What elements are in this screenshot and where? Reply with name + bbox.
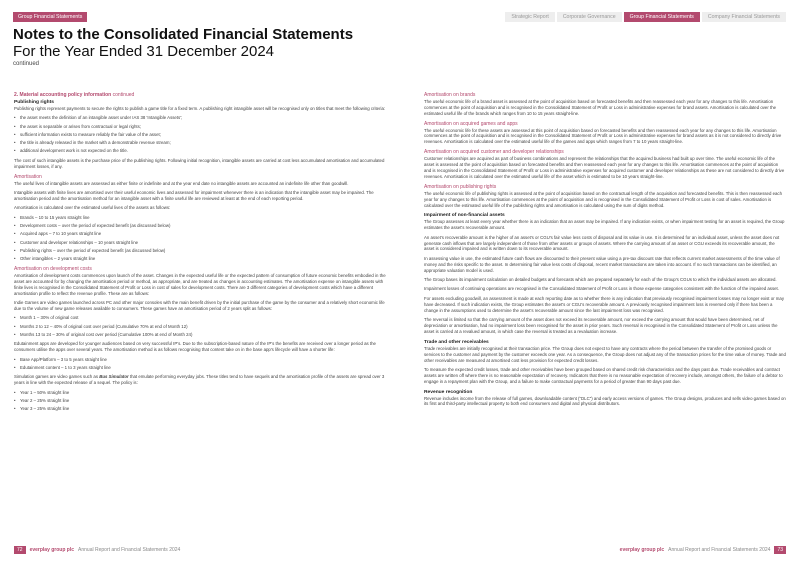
list-item: • Months 13 to 24 – 30% of original cost over period (Cumulative 100% at end of Month 24) [14,332,386,338]
criteria-list [14,115,386,154]
paragraph: The reversal is limited so that the carrying amount of the asset does not exceed its recoverable amount, nor exceed the carrying amount that would have been determined, net of depreciation or amortisation, had no impairment loss been recognised for the asset in prior years. Such reversal is recognised in the Consolidated Statement of Profit or Loss unless the asset is carried at a revalued amount, in which case the reversal is treated as a revaluation increase. [424,317,778,334]
paragraph [14,374,386,386]
paragraph: The useful economic life of a brand asset is assessed at the point of acquisition based on forecasted benefits and then reassessed each year for any changes to this life. Amortisation commences at the point of acquisition and is recognised in the Consolidated Statement of Profit or Loss in administrative expenses for brand assets. Amortisation is calculated over the estimated useful life of the brands which ranges from 10 to 15 years straight-line. [424,98,777,116]
paragraph: Impairment losses of continuing operations are recognised in the Consolidated Statement of Profit or Loss in those expense categories consistent with the function of the impaired asset. [424,286,779,292]
paragraph: The useful lives of intangible assets are assessed as either finite or indefinite and at the year end date no intangible assets are accounted an indefinite life other than goodwill. [14,180,349,186]
brands-heading: Amortisation on brands [424,92,476,98]
trade-receivables-heading: Trade and other receivables [424,339,489,345]
list-item: • Customer and developer relationships – 10 years straight line [14,240,386,246]
paragraph: The Group bases its impairment calculation on detailed budgets and forecasts which are prepared separately for each of the Group's CGUs to which the individual assets are allocated. [424,277,777,283]
paragraph: Publishing rights represent payments to secure the rights to publish a game title for a fixed term. A publishing right intangible asset will be recognised only on titles that meet the following criteria: [14,105,386,111]
list-item: • Year 2 – 25% straight line [14,398,386,404]
useful-lives-list [14,215,386,262]
section-badge: Group Financial Statements [13,12,87,22]
list-item: • Publishing rights – over the period of expected benefit (as discussed below) [14,248,386,254]
page-number-right: 73 [774,546,786,554]
list-item: • Edutainment content – 1 to 3 years straight line [14,365,386,371]
publishing-rights-amort-heading: Amortisation on publishing rights [424,183,497,190]
list-item: • Brands – 10 to 15 years straight line [14,215,386,221]
footer-brand-right: everplay group plc [619,547,665,553]
text-span: that emulate performing everyday jobs. These titles tend to have sequels and the amortisation profile of the assets are spread over 3 years in line with the expected release of a sequel. The policy is: [14,374,385,386]
games-apps-heading: Amortisation on acquired games and apps [424,120,518,127]
list-item: • Year 3 – 25% straight line [14,406,386,412]
footer-left [14,546,180,554]
list-item: • the asset meets the definition of an intangible asset under IAS 38 'Intangible Assets'; [14,115,386,121]
amortisation-heading: Amortisation [14,173,42,180]
paragraph: Edutainment apps are developed for younger audiences based on very successful IP's. Due to the subscription-based nature of the IP's the benefits are received over a longer period as the consumers utilise the apps over several years. The amortisation method is as follows recognising that content take on in the base app's lifecycle will have a shorter life: [14,341,376,353]
bus-simulator-title: Bus Simulator [99,374,129,380]
paragraph: Customer relationships are acquired as part of business combinations and represent the relationships that the acquired business had built up over time. The useful economic life of the asset is assessed at the point of acquisition based on forecasted benefits and then reassessed each year for any changes to this life. Amortisation commences at the point of acquisition and is recognised in the Consolidated Statement of Profit or Loss in administrative expenses for acquired customer and developer relationships as these are not considered to directly drive revenues. Amortisation is calculated over the estimated useful life of the asset which is estimated to be 10 years straight-line. [424,156,785,179]
paragraph: In assessing value in use, the estimated future cash flows are discounted to their present value using a pre-tax discount rate that reflects current market assessments of the time value of money and the risks specific to the asset. In determining fair value less costs of disposal, recent market transactions are taken into account. If no such transactions can be identified, an appropriate valuation model is used. [424,255,780,273]
section-continued: continued [112,92,135,98]
list-item: • Acquired apps – 7 to 10 years straight line [14,231,386,237]
left-column [14,93,386,416]
paragraph: Intangible assets with finite lives are amortised over their useful economic lives and assessed for impairment whenever there is an indication that the intangible asset may be impaired. The amortisation period and the amortisation method for an intangible asset with a finite useful life are reviewed at least at the end of each reporting period. [14,189,374,201]
right-column [424,93,786,411]
footer-report-right: Annual Report and Financial Statements 2024 [668,547,771,553]
paragraph: Indie Games are video games launched across PC and other major consoles with the main benefit driven by the initial purchase of the game by the consumer and a relatively short economic life due to the volume of new game releases available to consumers. These games have an amortisation period of 2 years split as follows: [14,300,385,311]
tab-strategic-report[interactable]: Strategic Report [505,12,554,22]
list-item: • Month 1 – 30% of original cost [14,315,386,321]
continued-label: continued [13,61,40,67]
paragraph: Amortisation is calculated over the estimated useful lives of the assets as follows: [14,205,171,211]
page-title: Notes to the Consolidated Financial Statements [13,26,354,43]
section-heading [14,93,386,99]
tab-corporate-governance[interactable]: Corporate Governance [557,12,622,22]
paragraph: For assets excluding goodwill, an assessment is made at each reporting date as to whether there is any indication that previously recognised impairment losses may no longer exist or may have decreased. If such indication exists, the Group estimates the asset's or CGU's recoverable amount. A previously recognised impairment loss is reversed only if there has been a change in the assumptions used to determine the asset's recoverable amount since the last impairment loss was recognised. [424,295,784,313]
paragraph: The Group assesses at least every year whether there is an indication that an asset may be impaired. If any indication exists, or when impairment testing for an asset is required, the Group estimates the asset's recoverable amount. [424,219,785,231]
paragraph: The cost of such intangible assets is the purchase price of the publishing rights. Following initial recognition, intangible assets are carried at cost less accumulated amortisation and accumulated impairment losses, if any. [14,157,385,169]
page-title-block [13,26,353,67]
customer-relationships-heading: Amortisation on acquired customer and developer relationships [424,149,564,156]
footer-report-left: Annual Report and Financial Statements 2024 [78,547,181,553]
development-costs-heading: Amortisation on development costs [14,266,92,273]
tab-company-financial-statements[interactable]: Company Financial Statements [702,12,786,22]
page-number-left: 72 [14,546,26,554]
paragraph: The useful economic life for these assets are assessed at this point of acquisition based on forecasted benefits and then reassessed each year for any changes to this life. Amortisation commences at the point of acquisition and is recognised in the Consolidated Statement of Profit or Loss in administrative expenses for brand assets as it is not considered to directly drive revenues. Amortisation is calculated over the estimated useful life of the games and apps which ranges from 7 to 10 years straight-line. [424,127,782,145]
list-item: • additional development work is not expected on the title. [14,148,386,154]
indie-games-list [14,315,386,338]
tab-group-financial-statements[interactable]: Group Financial Statements [624,12,700,22]
footer-brand-left: everplay group plc [29,547,75,553]
list-item: • the asset is separable or arises from contractual or legal rights; [14,124,386,130]
paragraph: An asset's recoverable amount is the higher of an asset's or CGU's fair value less costs of disposal and its value in use. It is determined for an individual asset, unless the asset does not generate cash inflows that are largely independent of those from other assets or groups of assets. Where the carrying amount of an asset or CGU exceeds its recoverable amount, the asset is considered impaired and is written down to its recoverable amount. [424,234,780,252]
publishing-rights-heading: Publishing rights [14,99,54,105]
revenue-recognition-heading: Revenue recognition [424,389,473,395]
list-item: • Base App/Platform – 3 to 5 years straight line [14,357,386,363]
paragraph: Revenue includes income from the release of full games, downloadable content ("DLC") and early access versions of games. The Group designs, produces and sells video games based on its first and third-party intellectual property to both end consumers and digital and physical distributors. [424,395,786,407]
paragraph: Amortisation of development costs commences upon launch of the asset. Changes in the expected useful life or the expected pattern of consumption of future economic benefits embodied in the asset are accounted for by changing the amortisation period or method, as appropriate, and are treated as changes in accounting estimates. The amortisation expense on intangible assets with finite lives is recognised in the Consolidated Statement of Profit or Loss in cost of sales for development costs. There are 3 different categories of development costs which have a different amortisation profile to reflect the revenue profile. These are as follows: [14,272,386,296]
list-item: • Months 2 to 12 – 40% of original cost over period (Cumulative 70% at end of Month 12) [14,324,386,330]
footer-right [620,546,786,554]
edutainment-list [14,357,386,371]
impairment-heading: Impairment of non-financial assets [424,213,505,219]
list-item: • Year 1 – 50% straight line [14,390,386,396]
section-title: 2. Material accounting policy information [14,92,112,98]
paragraph: To measure the expected credit losses, trade and other receivables have been grouped based on shared credit risk characteristics and the days past due. Trade receivables and contract assets are written off where there is no reasonable expectation of recovery. Indicators that there is no reasonable expectation of recovery include, amongst others, the failure of a debtor to engage in a repayment plan with the Group, and a failure to make contractual payments for a period of greater than 90 days past due. [424,366,783,384]
list-item: • sufficient information exists to measure reliably the fair value of the asset; [14,132,386,138]
page-subtitle: For the Year Ended 31 December 2024 [13,43,275,60]
section-nav [505,12,786,22]
simulation-list [14,390,386,413]
list-item: • Development costs – over the period of expected benefit (as discussed below) [14,223,386,229]
list-item: • Other intangibles – 2 years straight line [14,256,386,262]
list-item: • the title is already released in the market with a demonstrable revenue stream; [14,140,386,146]
text-span: Simulation games are video games such as [14,374,100,380]
top-bar [0,0,800,22]
paragraph: The useful economic life of publishing rights is assessed at the point of acquisition based on the contractual length of the acquisition and forecasted benefits. This is then reassessed each year for any changes to this life. Amortisation commences at the point of acquisition and is recognised in the Consolidated Statement of Profit or Loss in cost of sales. Amortisation is calculated over the estimated useful life of the publishing rights and amortisation is calculated using the sum of digits method. [424,190,783,208]
paragraph: Trade receivables are initially recognised at their transaction price. The Group does not expect to have any contracts where the period between the transfer of the promised goods or services to the customer and payment by the customer exceeds one year. As a consequence, the Group does not adjust any of the transaction prices for the time value of money. Trade and other receivables are measured at amortised cost less provision for expected credit losses. [424,345,786,363]
